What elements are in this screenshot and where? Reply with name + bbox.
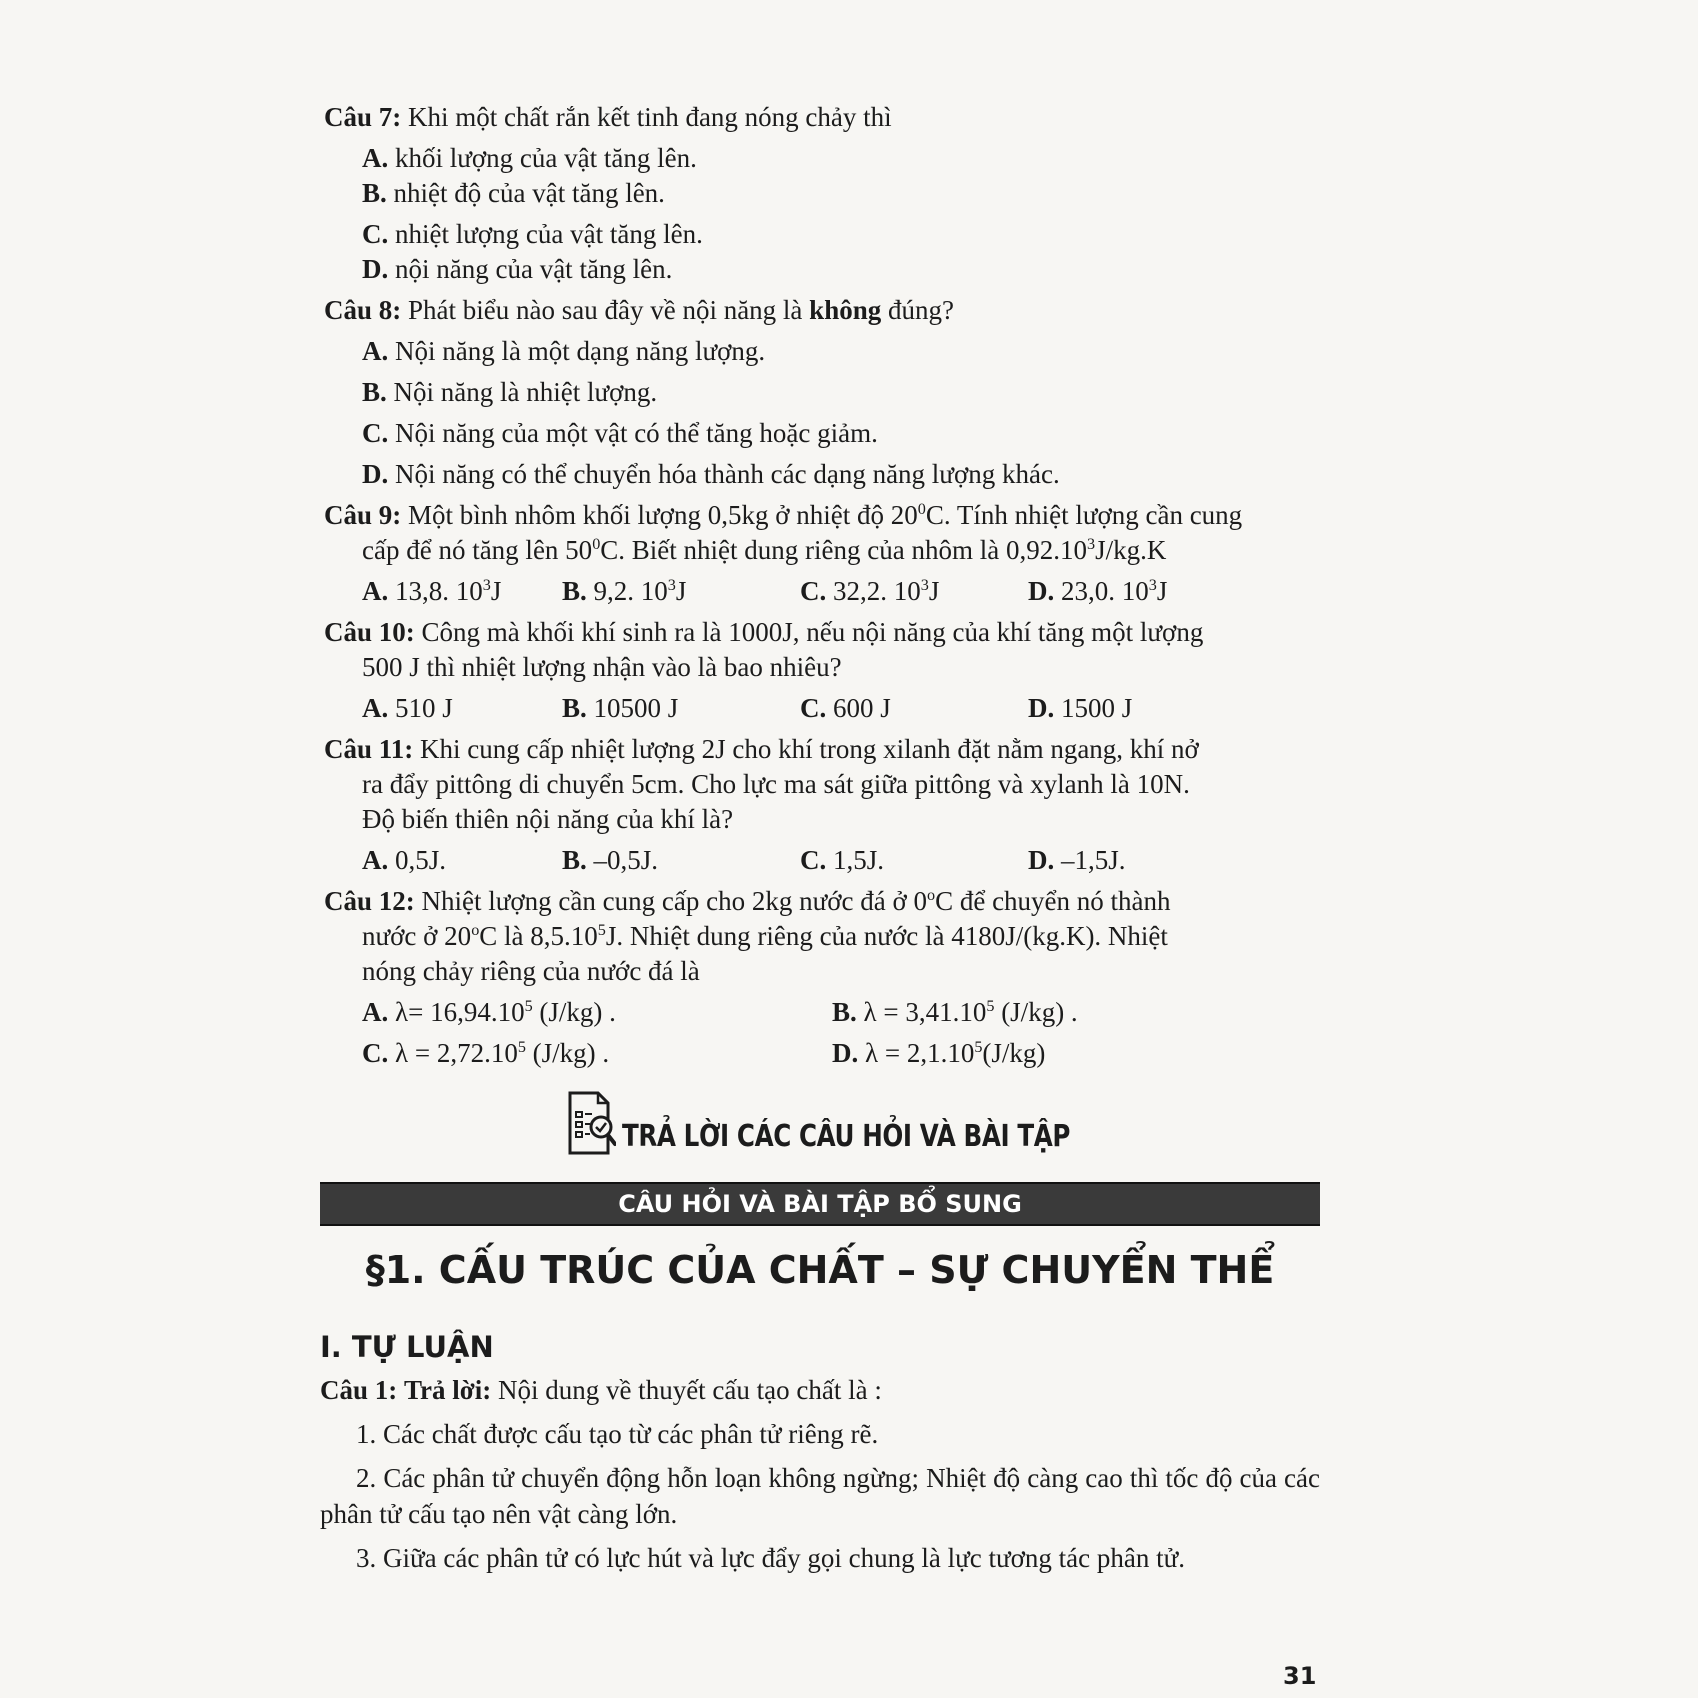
options	[324, 141, 1324, 211]
option-letter: B.	[562, 845, 587, 875]
answer-item: 1. Các chất được cấu tạo từ các phân tử riêng rẽ.	[356, 1419, 879, 1449]
question-12	[324, 884, 1324, 1071]
question-9	[324, 498, 1324, 609]
superscript: 3	[667, 576, 676, 594]
subsection-title: I. TỰ LUẬN	[320, 1330, 494, 1364]
option-c	[362, 217, 872, 252]
option-a	[362, 843, 562, 878]
option-b	[362, 375, 1324, 410]
option-letter: C.	[362, 418, 389, 448]
option-c	[362, 1036, 832, 1071]
option-text: 23,0. 10	[1061, 576, 1149, 606]
option-text: 600 J	[833, 693, 891, 723]
option-d	[362, 252, 872, 287]
option-letter: D.	[1028, 693, 1055, 723]
question-text: Khi một chất rắn kết tinh đang nóng chảy thì	[408, 102, 892, 132]
option-letter: A.	[362, 336, 389, 366]
option-letter: D.	[832, 1038, 859, 1068]
question-text: nóng chảy riêng của nước đá là	[362, 956, 700, 986]
option-letter: B.	[362, 178, 387, 208]
answer-item: 3. Giữa các phân tử có lực hút và lực đẩy gọi chung là lực tương tác phân tử.	[356, 1543, 1185, 1573]
option-text: 10500 J	[593, 693, 679, 723]
option-text: 510 J	[395, 693, 453, 723]
question-text: ra đẩy pittông di chuyển 5cm. Cho lực ma sát giữa pittông và xylanh là 10N.	[362, 769, 1190, 799]
option-b	[562, 574, 800, 609]
question-text: Công mà khối khí sinh ra là 1000J, nếu nội năng của khí tăng một lượng	[421, 617, 1204, 647]
options	[324, 217, 1324, 287]
option-text: λ = 3,41.10	[863, 997, 987, 1027]
option-letter: D.	[1028, 576, 1055, 606]
question-text: Khi cung cấp nhiệt lượng 2J cho khí trong xilanh đặt nằm ngang, khí nở	[420, 734, 1199, 764]
superscript: 3	[1148, 576, 1157, 594]
options	[324, 843, 1324, 878]
question-label: Câu 12:	[324, 886, 415, 916]
option-letter: B.	[832, 997, 857, 1027]
option-d	[362, 457, 1324, 492]
superscript: 5	[524, 997, 533, 1015]
question-text: Độ biến thiên nội năng của khí là?	[362, 804, 734, 834]
option-letter: C.	[800, 845, 827, 875]
option-letter: A.	[362, 997, 389, 1027]
option-letter: D.	[1028, 845, 1055, 875]
chapter-title: §1. CẤU TRÚC CỦA CHẤT – SỰ CHUYỂN THỂ	[365, 1248, 1275, 1292]
option-letter: A.	[362, 693, 389, 723]
question-text: cấp để nó tăng lên 50	[362, 535, 593, 565]
question-label: Câu 8:	[324, 295, 402, 325]
option-text: nhiệt lượng của vật tăng lên.	[395, 219, 703, 249]
superscript: 3	[1086, 535, 1096, 553]
option-text: –1,5J.	[1061, 845, 1126, 875]
option-letter: D.	[362, 459, 389, 489]
question-text: C. Tính nhiệt lượng cần cung	[925, 500, 1243, 530]
question-7	[324, 100, 1324, 287]
superscript: 5	[517, 1038, 526, 1056]
options	[324, 334, 1324, 492]
option-text: 13,8. 10	[395, 576, 483, 606]
answer-prefix: Trả lời:	[404, 1375, 492, 1405]
option-d	[1028, 691, 1258, 726]
option-letter: C.	[800, 693, 827, 723]
options	[324, 574, 1324, 609]
question-text: Phát biểu nào sau đây về nội năng là	[408, 295, 803, 325]
option-text: 0,5J.	[395, 845, 447, 875]
question-10	[324, 615, 1324, 726]
superscript: o	[471, 921, 480, 939]
option-text: khối lượng của vật tăng lên.	[395, 143, 697, 173]
question-label: Câu 10:	[324, 617, 415, 647]
option-unit: J	[490, 576, 502, 606]
option-a	[362, 691, 562, 726]
question-text: C là 8,5.10	[479, 921, 598, 951]
option-letter: A.	[362, 143, 389, 173]
option-d	[1028, 843, 1258, 878]
option-letter: C.	[362, 1038, 389, 1068]
options	[324, 691, 1324, 726]
superscript: 3	[482, 576, 491, 594]
option-text: Nội năng là một dạng năng lượng.	[395, 336, 766, 366]
option-unit: (J/kg) .	[525, 1038, 610, 1068]
option-text: Nội năng của một vật có thể tăng hoặc giảm.	[395, 418, 878, 448]
options	[324, 1036, 1324, 1071]
option-text: 32,2. 10	[833, 576, 921, 606]
options	[324, 995, 1324, 1030]
option-a	[362, 995, 832, 1030]
option-unit: (J/kg) .	[532, 997, 616, 1027]
option-letter: A.	[362, 845, 389, 875]
option-d	[832, 1036, 1302, 1071]
question-text: C để chuyển nó thành	[935, 886, 1171, 916]
option-b	[562, 691, 800, 726]
option-c	[362, 416, 1324, 451]
option-c	[800, 574, 1028, 609]
option-unit: (J/kg)	[982, 1038, 1046, 1068]
question-label: Câu 7:	[324, 102, 402, 132]
question-text-end: đúng?	[887, 295, 954, 325]
answer-1	[320, 1372, 1320, 1408]
question-emphasis: không	[809, 295, 882, 325]
questions-area	[324, 96, 1324, 1077]
page-number: 31	[1283, 1662, 1317, 1690]
superscript: 3	[920, 576, 929, 594]
option-a	[362, 141, 872, 176]
option-text: Nội năng là nhiệt lượng.	[393, 377, 658, 407]
option-letter: A.	[362, 576, 389, 606]
superscript: 0	[592, 535, 601, 553]
option-text: λ = 2,1.10	[865, 1038, 975, 1068]
section-banner: CÂU HỎI VÀ BÀI TẬP BỔ SUNG	[320, 1182, 1320, 1226]
option-a	[362, 574, 562, 609]
answers-area	[320, 1372, 1320, 1584]
section-heading	[566, 1090, 1168, 1156]
option-text: nhiệt độ của vật tăng lên.	[393, 178, 665, 208]
superscript: 5	[597, 921, 606, 939]
superscript: o	[926, 886, 936, 904]
option-letter: C.	[800, 576, 827, 606]
question-11	[324, 732, 1324, 878]
option-letter: B.	[562, 576, 587, 606]
option-unit: (J/kg) .	[994, 997, 1078, 1027]
option-letter: D.	[362, 254, 389, 284]
answer-text: Nội dung về thuyết cấu tạo chất là :	[497, 1375, 882, 1405]
option-c	[800, 691, 1028, 726]
question-text: Nhiệt lượng cần cung cấp cho 2kg nước đá ở 0	[421, 886, 927, 916]
option-unit: J	[675, 576, 687, 606]
question-text: C. Biết nhiệt dung riêng của nhôm là 0,92.10	[600, 535, 1087, 565]
option-text: nội năng của vật tăng lên.	[395, 254, 673, 284]
option-c	[800, 843, 1028, 878]
question-label: Câu 9:	[324, 500, 402, 530]
question-text: J. Nhiệt dung riêng của nước là 4180J/(kg.K). Nhiệt	[605, 921, 1168, 951]
option-text: λ= 16,94.10	[395, 997, 525, 1027]
option-b	[562, 843, 800, 878]
option-text: Nội năng có thể chuyển hóa thành các dạng năng lượng khác.	[395, 459, 1060, 489]
superscript: 5	[974, 1038, 983, 1056]
option-unit: J	[1156, 576, 1168, 606]
option-text: 9,2. 10	[593, 576, 668, 606]
option-text: 1,5J.	[833, 845, 885, 875]
option-b	[832, 995, 1302, 1030]
answer-item: 2. Các phân tử chuyển động hỗn loạn không ngừng; Nhiệt độ càng cao thì tốc độ của các phân tử cấu tạo nên vật càng lớn.	[320, 1463, 1320, 1529]
document-search-icon	[566, 1090, 616, 1156]
question-8	[324, 293, 1324, 492]
option-text: –0,5J.	[593, 845, 659, 875]
superscript: 0	[917, 500, 926, 518]
question-text: nước ở 20	[362, 921, 472, 951]
option-text: 1500 J	[1061, 693, 1133, 723]
option-unit: J	[928, 576, 940, 606]
option-text: λ = 2,72.10	[395, 1038, 518, 1068]
superscript: 5	[986, 997, 995, 1015]
question-text: Một bình nhôm khối lượng 0,5kg ở nhiệt độ 20	[408, 500, 918, 530]
option-a	[362, 334, 1324, 369]
option-d	[1028, 574, 1258, 609]
option-letter: B.	[362, 377, 387, 407]
option-letter: B.	[562, 693, 587, 723]
option-b	[362, 176, 872, 211]
section-title: TRẢ LỜI CÁC CÂU HỎI VÀ BÀI TẬP	[622, 1119, 1071, 1154]
option-letter: C.	[362, 219, 389, 249]
question-text: 500 J thì nhiệt lượng nhận vào là bao nhiêu?	[362, 652, 842, 682]
question-text: J/kg.K	[1095, 535, 1167, 565]
answer-label: Câu 1:	[320, 1375, 398, 1405]
question-label: Câu 11:	[324, 734, 414, 764]
